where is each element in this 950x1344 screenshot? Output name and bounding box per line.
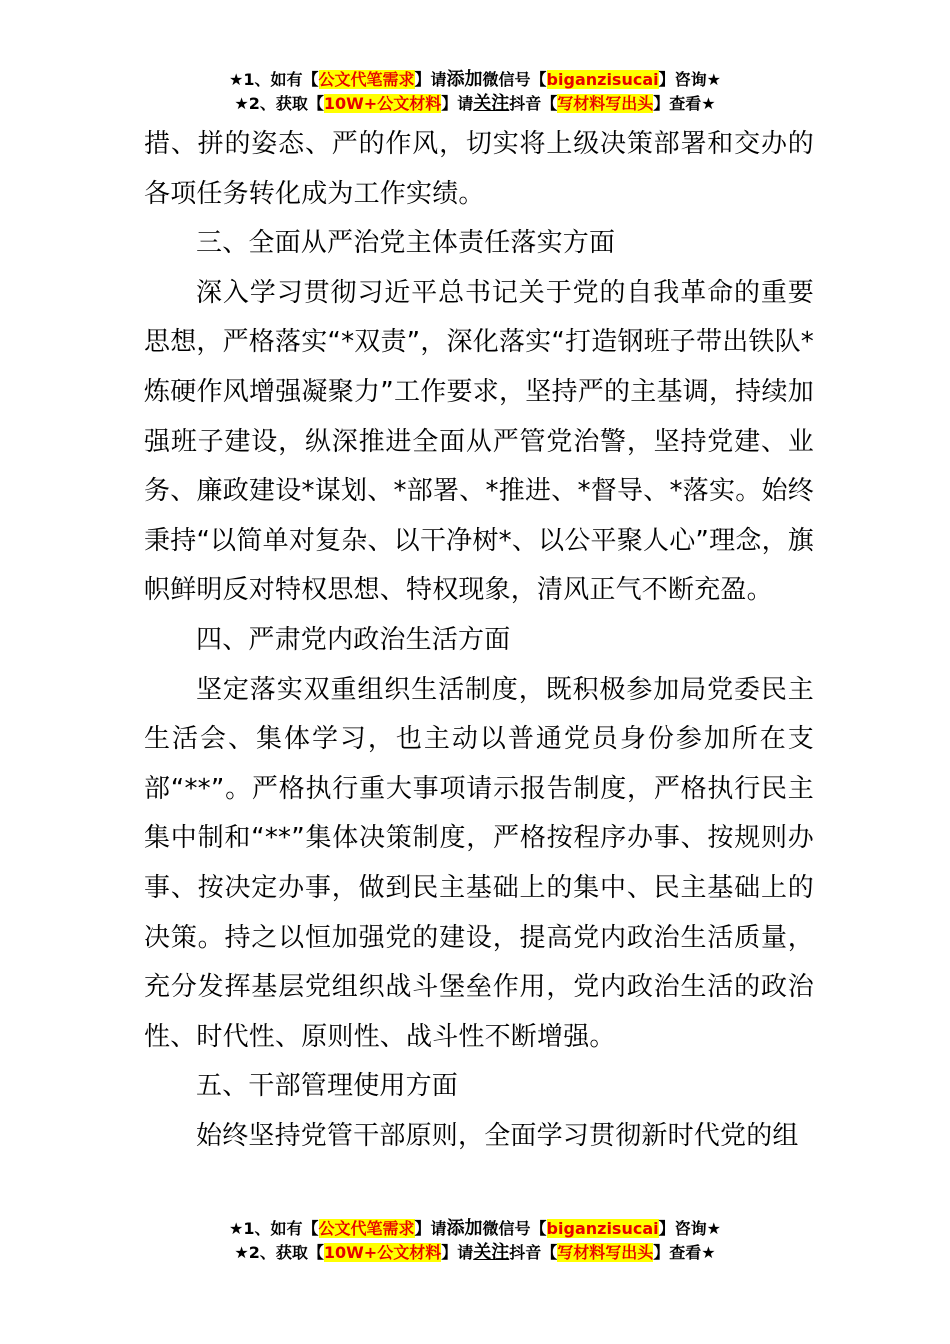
promo-highlight: 写材料写出头 xyxy=(557,1243,654,1262)
section-heading-3: 三、全面从严治党主体责任落实方面 xyxy=(196,228,616,259)
paragraph-section-5: 始终坚持党管干部原则，全面学习贯彻新时代党的组 xyxy=(196,1120,799,1151)
promo-emphasis: 关注 xyxy=(473,1242,510,1263)
promo-text: 抖音【 xyxy=(509,1243,558,1262)
promo-text: 】咨询★ xyxy=(658,1219,721,1238)
promo-text: ★2、获取【 xyxy=(234,94,324,113)
promo-text: 】请 xyxy=(414,70,447,89)
promo-text: 抖音【 xyxy=(509,94,558,113)
promo-line-1 xyxy=(0,68,950,92)
promo-text: ★2、获取【 xyxy=(234,1243,324,1262)
promo-text: 微信号【 xyxy=(482,70,547,89)
promo-banner-bottom xyxy=(0,1217,950,1265)
document-body xyxy=(144,120,814,1161)
promo-line-2 xyxy=(0,1241,950,1265)
promo-line-1 xyxy=(0,1217,950,1241)
promo-emphasis: 添加 xyxy=(446,1218,483,1239)
promo-highlight: 公文代笔需求 xyxy=(318,70,415,89)
promo-line-2 xyxy=(0,92,950,116)
promo-text: 】咨询★ xyxy=(658,70,721,89)
promo-text: 】请 xyxy=(414,1219,447,1238)
promo-text: ★1、如有【 xyxy=(229,70,319,89)
section-heading-5: 五、干部管理使用方面 xyxy=(196,1071,459,1102)
promo-emphasis: 添加 xyxy=(446,69,483,90)
paragraph-section-3: 深入学习贯彻习近平总书记关于党的自我革命的重要思想，严格落实“*双责”，深化落实“打造钢班子带出铁队*炼硬作风增强凝聚力”工作要求，坚持严的主基调，持续加强班子建设，纵深推进全面从严管党治警，坚持党建、业务、廉政建设*谋划、*部署、*推进、*督导、*落实。始终秉持“以简单对复杂、以干净树*、以公平聚人心”理念，旗帜鲜明反对特权思想、特权现象，清风正气不断充盈。 xyxy=(144,277,815,606)
promo-highlight: biganzisucai xyxy=(546,1219,659,1238)
paragraph-continued: 措、拼的姿态、严的作风，切实将上级决策部署和交办的各项任务转化成为工作实绩。 xyxy=(144,129,814,209)
promo-text: ★1、如有【 xyxy=(229,1219,319,1238)
promo-highlight: 公文代笔需求 xyxy=(318,1219,415,1238)
promo-text: 】请 xyxy=(441,1243,474,1262)
promo-highlight: 10W+公文材料 xyxy=(323,94,442,113)
promo-banner-top xyxy=(0,68,950,116)
promo-text: 】查看★ xyxy=(653,1243,716,1262)
promo-highlight: 10W+公文材料 xyxy=(323,1243,442,1262)
promo-highlight: 写材料写出头 xyxy=(557,94,654,113)
promo-text: 】请 xyxy=(441,94,474,113)
promo-text: 】查看★ xyxy=(653,94,716,113)
promo-emphasis: 关注 xyxy=(473,93,510,114)
section-heading-4: 四、严肃党内政治生活方面 xyxy=(196,624,511,655)
promo-text: 微信号【 xyxy=(482,1219,547,1238)
paragraph-section-4: 坚定落实双重组织生活制度，既积极参加局党委民主生活会、集体学习，也主动以普通党员身份参加所在支部“**”。严格执行重大事项请示报告制度，严格执行民主集中制和“**”集体决策制度，严格按程序办事、按规则办事、按决定办事，做到民主基础上的集中、民主基础上的决策。持之以恒加强党的建设，提高党内政治生活质量，充分发挥基层党组织战斗堡垒作用，党内政治生活的政治性、时代性、原则性、战斗性不断增强。 xyxy=(144,674,814,1052)
promo-highlight: biganzisucai xyxy=(546,70,659,89)
